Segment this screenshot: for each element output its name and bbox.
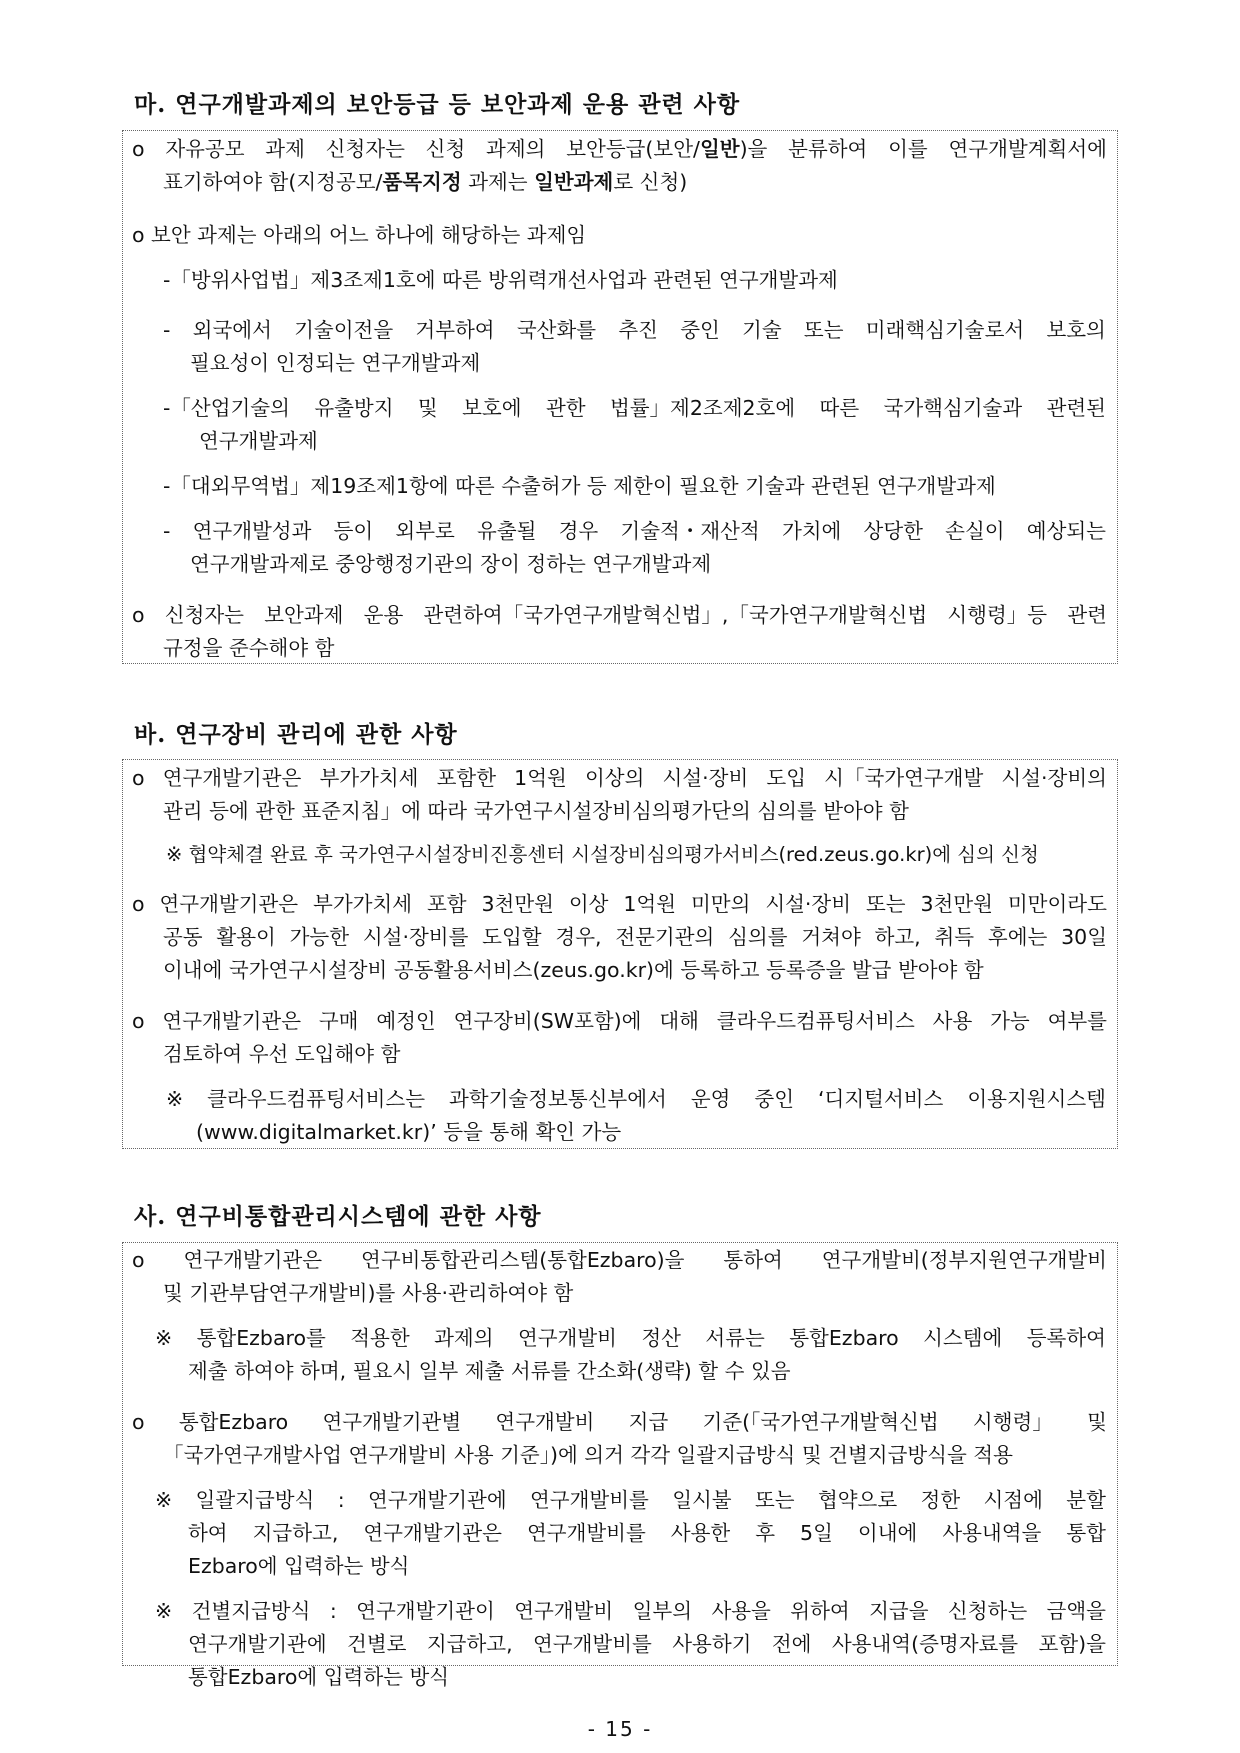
list-item-line: 연구개발과제 [199, 429, 318, 453]
note-line: ※ 클라우드컴퓨팅서비스는 과학기술정보통신부에서 운영 중인 ‘디지털서비스 이용지원시스템 [166, 1087, 1106, 1111]
list-item-line: -「방위사업법」제3조제1호에 따른 방위력개선사업과 관련된 연구개발과제 [163, 268, 838, 292]
section-heading-security: 마. 연구개발과제의 보안등급 등 보안과제 운용 관련 사항 [134, 91, 741, 118]
paragraph-line: 이내에 국가연구시설장비 공동활용서비스(zeus.go.kr)에 등록하고 등록증을 발급 받아야 함 [163, 958, 984, 982]
paragraph-line: o 보안 과제는 아래의 어느 하나에 해당하는 과제임 [132, 223, 587, 247]
list-item-line: -「산업기술의 유출방지 및 보호에 관한 법률」제2조제2호에 따른 국가핵심기술과 관련된 [163, 396, 1106, 420]
list-item-line: -「대외무역법」제19조제1항에 따른 수출허가 등 제한이 필요한 기술과 관련된 연구개발과제 [163, 474, 996, 498]
paragraph-line: o 연구개발기관은 연구비통합관리스템(통합Ezbaro)을 통하여 연구개발비(정부지원연구개발비 [132, 1248, 1107, 1272]
paragraph-line: 공동 활용이 가능한 시설·장비를 도입할 경우, 전문기관의 심의를 거쳐야 하고, 취득 후에는 30일 [163, 925, 1107, 949]
paragraph-line: o 자유공모 과제 신청자는 신청 과제의 보안등급(보안/일반)을 분류하여 이를 연구개발계획서에 [132, 137, 1107, 161]
note-line: ※ 협약체결 완료 후 국가연구시설장비진흥센터 시설장비심의평가서비스(red.zeus.go.kr)에 심의 신청 [166, 843, 1039, 866]
page-number: - 15 - [587, 1717, 653, 1741]
note-line: Ezbaro에 입력하는 방식 [188, 1554, 410, 1578]
list-item-line: 연구개발과제로 중앙행정기관의 장이 정하는 연구개발과제 [190, 552, 712, 576]
paragraph-line: o 통합Ezbaro 연구개발기관별 연구개발비 지급 기준(「국가연구개발혁신법 시행령」 및 [132, 1410, 1107, 1434]
paragraph-line: 표기하여야 함(지정공모/품목지정 과제는 일반과제로 신청) [163, 170, 688, 194]
paragraph-line: o 연구개발기관은 부가가치세 포함 3천만원 이상 1억원 미만의 시설·장비 또는 3천만원 미만이라도 [132, 892, 1107, 916]
list-item-line: - 연구개발성과 등이 외부로 유출될 경우 기술적・재산적 가치에 상당한 손실이 예상되는 [163, 519, 1106, 543]
paragraph-line: o 연구개발기관은 부가가치세 포함한 1억원 이상의 시설·장비 도입 시「국가연구개발 시설·장비의 [132, 766, 1107, 790]
note-line: 하여 지급하고, 연구개발기관은 연구개발비를 사용한 후 5일 이내에 사용내역을 통합 [188, 1521, 1106, 1545]
list-item-line: 필요성이 인정되는 연구개발과제 [190, 351, 481, 375]
note-line: ※ 통합Ezbaro를 적용한 과제의 연구개발비 정산 서류는 통합Ezbaro 시스템에 등록하여 [155, 1326, 1106, 1350]
paragraph-line: 「국가연구개발사업 연구개발비 사용 기준」)에 의거 각각 일괄지급방식 및 건별지급방식을 적용 [163, 1443, 1013, 1467]
note-line: 제출 하여야 하며, 필요시 일부 제출 서류를 간소화(생략) 할 수 있음 [188, 1359, 791, 1383]
section-heading-ezbaro: 사. 연구비통합관리시스템에 관한 사항 [134, 1203, 542, 1230]
paragraph-line: 검토하여 우선 도입해야 함 [163, 1042, 401, 1066]
paragraph-line: 규정을 준수해야 함 [163, 636, 335, 660]
note-line: ※ 건별지급방식 : 연구개발기관이 연구개발비 일부의 사용을 위하여 지급을 신청하는 금액을 [155, 1599, 1106, 1623]
note-line: 통합Ezbaro에 입력하는 방식 [188, 1665, 450, 1689]
section-heading-equipment: 바. 연구장비 관리에 관한 사항 [134, 721, 458, 748]
note-line: 연구개발기관에 건별로 지급하고, 연구개발비를 사용하기 전에 사용내역(증명자료를 포함)을 [188, 1632, 1106, 1656]
list-item-line: - 외국에서 기술이전을 거부하여 국산화를 추진 중인 기술 또는 미래핵심기술로서 보호의 [163, 318, 1106, 342]
note-line: (www.digitalmarket.kr)’ 등을 통해 확인 가능 [196, 1120, 622, 1144]
paragraph-line: o 신청자는 보안과제 운용 관련하여「국가연구개발혁신법」,「국가연구개발혁신법 시행령」등 관련 [132, 603, 1107, 627]
paragraph-line: o 연구개발기관은 구매 예정인 연구장비(SW포함)에 대해 클라우드컴퓨팅서비스 사용 가능 여부를 [132, 1009, 1107, 1033]
paragraph-line: 및 기관부담연구개발비)를 사용·관리하여야 함 [163, 1281, 574, 1305]
paragraph-line: 관리 등에 관한 표준지침」에 따라 국가연구시설장비심의평가단의 심의를 받아야 함 [163, 799, 909, 823]
note-line: ※ 일괄지급방식 : 연구개발기관에 연구개발비를 일시불 또는 협약으로 정한 시점에 분할 [155, 1488, 1106, 1512]
